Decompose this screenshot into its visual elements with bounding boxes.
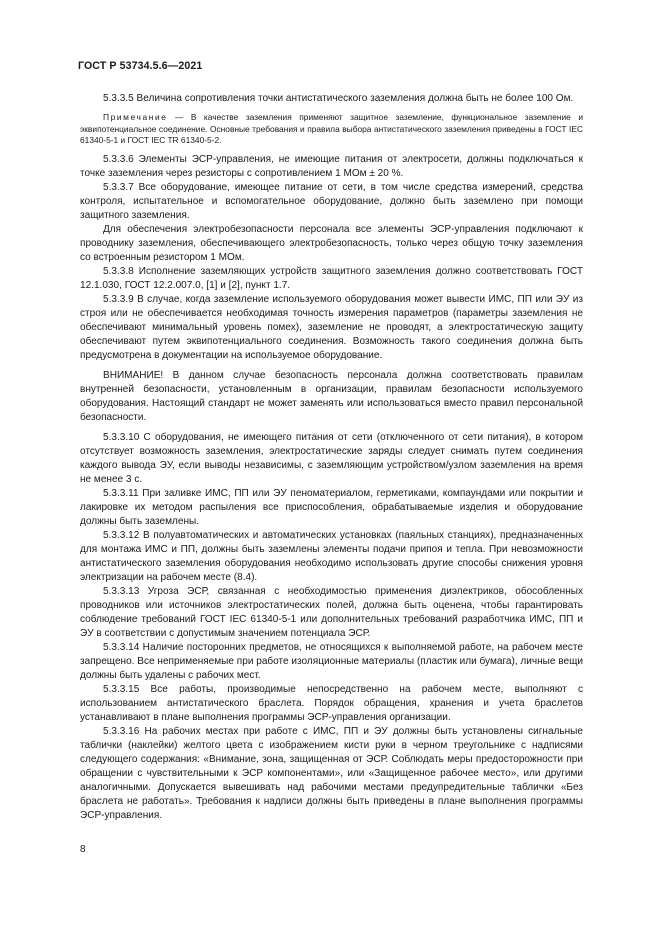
clause-5-3-3-13: 5.3.3.13 Угроза ЭСР, связанная с необходимостью применения диэлектриков, обособленных проводников или источников электростатических полей, должна быть оценена, чтобы гарантировать соблюдение требований ГОСТ IEC 61340-5-1 или дополнительных требований разработчика ИМС, ПП и ЭУ в соответствии с допустимым значением потенциала ЭСР. [80, 585, 583, 639]
clause-5-3-3-15: 5.3.3.15 Все работы, производимые непосредственно на рабочем месте, выполняют с использованием антистатического браслета. Порядок обращения, хранения и учета браслетов устанавливают в плане выполнения программы ЭСР-управления организации. [80, 683, 583, 723]
clause-5-3-3-8: 5.3.3.8 Исполнение заземляющих устройств защитного заземления должно соответствовать ГОСТ 12.1.030, ГОСТ 12.2.007.0, [1] и [2], пункт 1.7. [80, 265, 583, 291]
clause-5-3-3-10: 5.3.3.10 С оборудования, не имеющего питания от сети (отключенного от сети питания), в котором отсутствует возможность заземления, электростатические заряды следует снимать путем соединения каждого вывода ЭУ, если выводы независимы, с заземляющим устройством/узлом заземления на время не менее 3 с. [80, 431, 583, 485]
page-number: 8 [80, 844, 86, 855]
electrosafety-paragraph: Для обеспечения электробезопасности персонала все элементы ЭСР-управления подключают к проводнику заземления, обеспечивающего электробезопасность, только через общую точку заземления со встроенным резистором 1 МОм. [80, 223, 583, 263]
clause-5-3-3-7: 5.3.3.7 Все оборудование, имеющее питание от сети, в том числе средства измерений, средства контроля, испытательное и вспомогательное оборудование, должно быть заземлено при помощи защитного заземления. [80, 181, 583, 221]
note-text: — В качестве заземления применяют защитное заземление, функциональное заземление и эквипотенциальное соединение. Основные требования и правила выбора антистатического заземления приведены в ГОСТ IEC 61340-5-1 и ГОСТ IEC TR 61340-5-2. [80, 112, 583, 146]
attention-paragraph: ВНИМАНИЕ! В данном случае безопасность персонала должна соответствовать правилам внутренней безопасности, установленным в организации, правилам безопасности используемого оборудования. Настоящий стандарт не может заменять или использоваться вместо правил персональной безопасности. [80, 369, 583, 423]
clause-5-3-3-14: 5.3.3.14 Наличие посторонних предметов, не относящихся к выполняемой работе, на рабочем месте запрещено. Все неприменяемые при работе изоляционные материалы (пластик или бумага), личные вещи должны быть удалены с рабочих мест. [80, 641, 583, 681]
note-label: Примечание [103, 112, 168, 122]
standard-code: ГОСТ Р 53734.5.6—2021 [78, 60, 203, 72]
clause-5-3-3-11: 5.3.3.11 При заливке ИМС, ПП или ЭУ пеноматериалом, герметиками, компаундами или покрытии и лакировке их методом распыления все приспособления, обрабатываемые изделия и оборудование должны быть заземлены. [80, 487, 583, 527]
clause-5-3-3-12: 5.3.3.12 В полуавтоматических и автоматических установках (паяльных станциях), предназначенных для монтажа ИМС и ПП, должны быть заземлены элементы подачи припоя и тепла. При невозможности антистатического заземления оборудования необходимо использовать другие способы снижения уровня электризации на рабочем месте (8.4). [80, 529, 583, 583]
clause-5-3-3-16: 5.3.3.16 На рабочих местах при работе с ИМС, ПП и ЭУ должны быть установлены сигнальные таблички (наклейки) желтого цвета с изображением кисти руки в черном треугольнике с надписями следующего содержания: «Внимание, зона, защищенная от ЭСР. Соблюдать меры предосторожности при обращении с чувствительными к ЭСР компонентами», или «Защищенное рабочее место», или другими аналогичными. Допускается вывешивать над рабочими местами предупредительные таблички «Без браслета не работать». Требования к надписи должны быть приведены в плане выполнения программы ЭСР-управления. [80, 725, 583, 821]
clause-5-3-3-5: 5.3.3.5 Величина сопротивления точки антистатического заземления должна быть не более 100 Ом. [103, 93, 574, 104]
note [80, 112, 583, 147]
clause-5-3-3-6: 5.3.3.6 Элементы ЭСР-управления, не имеющие питания от электросети, должны подключаться к точке заземления через резисторы с сопротивлением 1 МОм ± 20 %. [80, 153, 583, 179]
page-body [80, 92, 583, 823]
clause-5-3-3-9: 5.3.3.9 В случае, когда заземление используемого оборудования может вывести ИМС, ПП или ЭУ из строя или не обеспечивается необходимая точность измерения параметров (параметры заземления не обеспечивают минимальный уровень помех), заземление не проводят, а электростатическую защиту обеспечивают путем эквипотенциального соединения. Возможность такого соединения должна быть предусмотрена в документации на используемое оборудование. [80, 293, 583, 361]
